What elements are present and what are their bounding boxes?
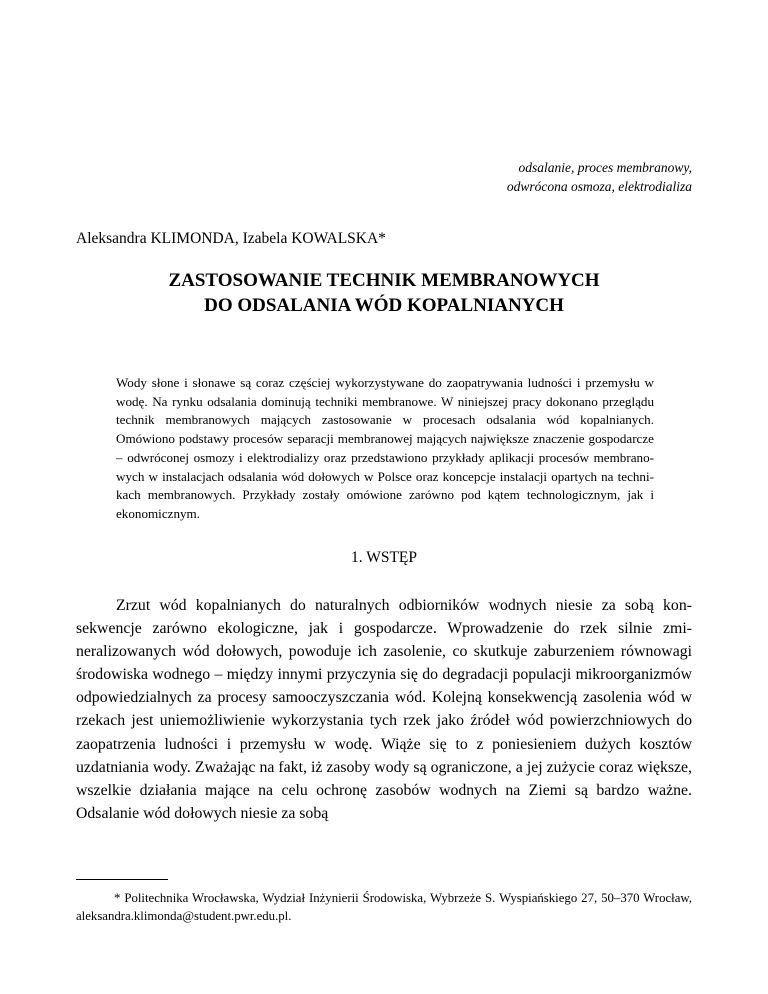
keywords xyxy=(507,158,692,196)
title-line-2: DO ODSALANIA WÓD KOPALNIANYCH xyxy=(204,295,564,316)
body-paragraph: Zrzut wód kopalnianych do naturalnych odbiorników wodnych niesie za sobą konsekwencje zarówno ekologiczne, jak i gospodarcze. Wprowadzenie do rzek silnie zmineralizowanych wód dołowych, powoduje ich zasolenie, co skutkuje zaburzeniem równowagi środowiska wodnego – między innymi przyczynia się do degradacji populacji mikroorganizmów odpowiedzialnych za procesy samooczyszczania wód. Kolejną konsekwencją zasolenia wód w rzekach jest uniemożliwienie wykorzystania tych rzek jako źródeł wód powierzchniowych do zaopatrzenia ludności i przemysłu w wodę. Wiąże się to z poniesieniem dużych kosztów uzdatniania wody. Zważając na fakt, iż zasoby wody są ograniczone, a jej zużycie coraz większe, wszelkie działania mające na celu ochronę zasobów wodnych na Ziemi są bardzo ważne. Odsalanie wód dołowych niesie za sobą xyxy=(76,597,692,822)
footnote-text: * Politechnika Wrocławska, Wydział Inżynierii Środowiska, Wybrzeże S. Wyspiańskiego 27, 50–370 Wrocław, aleksandra.klimonda@student.pwr.edu.pl. xyxy=(76,891,692,923)
title-line-1: ZASTOSOWANIE TECHNIK MEMBRANOWYCH xyxy=(168,270,600,291)
keywords-line-1: odsalanie, proces membranowy, xyxy=(518,160,692,175)
footnote-divider xyxy=(76,879,168,880)
section-heading: 1. WSTĘP xyxy=(350,549,418,566)
abstract xyxy=(116,374,654,524)
footnote xyxy=(76,889,692,925)
abstract-text: Wody słone i słonawe są coraz częściej wykorzystywane do zaopatrywania ludności i przemysłu w wodę. Na rynku odsalania dominują techniki membranowe. W niniejszej pracy dokonano przeglądu technik membranowych mających zastosowanie w procesach odsalania wód kopalnianych. Omówiono podstawy procesów separacji membranowej mających największe znaczenie gospodarcze – odwróconej osmozy i elektrodializy oraz przedstawiono przykłady aplikacji procesów membranowych w instalacjach odsalania wód dołowych w Polsce oraz koncepcje instalacji opartych na technikach membranowych. Przykłady zostały omówione zarówno pod kątem technologicznym, jak i ekonomicznym. xyxy=(116,375,654,521)
body-text xyxy=(76,594,692,825)
keywords-line-2: odwrócona osmoza, elektrodializa xyxy=(506,179,692,194)
authors: Aleksandra KLIMONDA, Izabela KOWALSKA* xyxy=(76,230,386,247)
paper-title xyxy=(76,268,692,318)
